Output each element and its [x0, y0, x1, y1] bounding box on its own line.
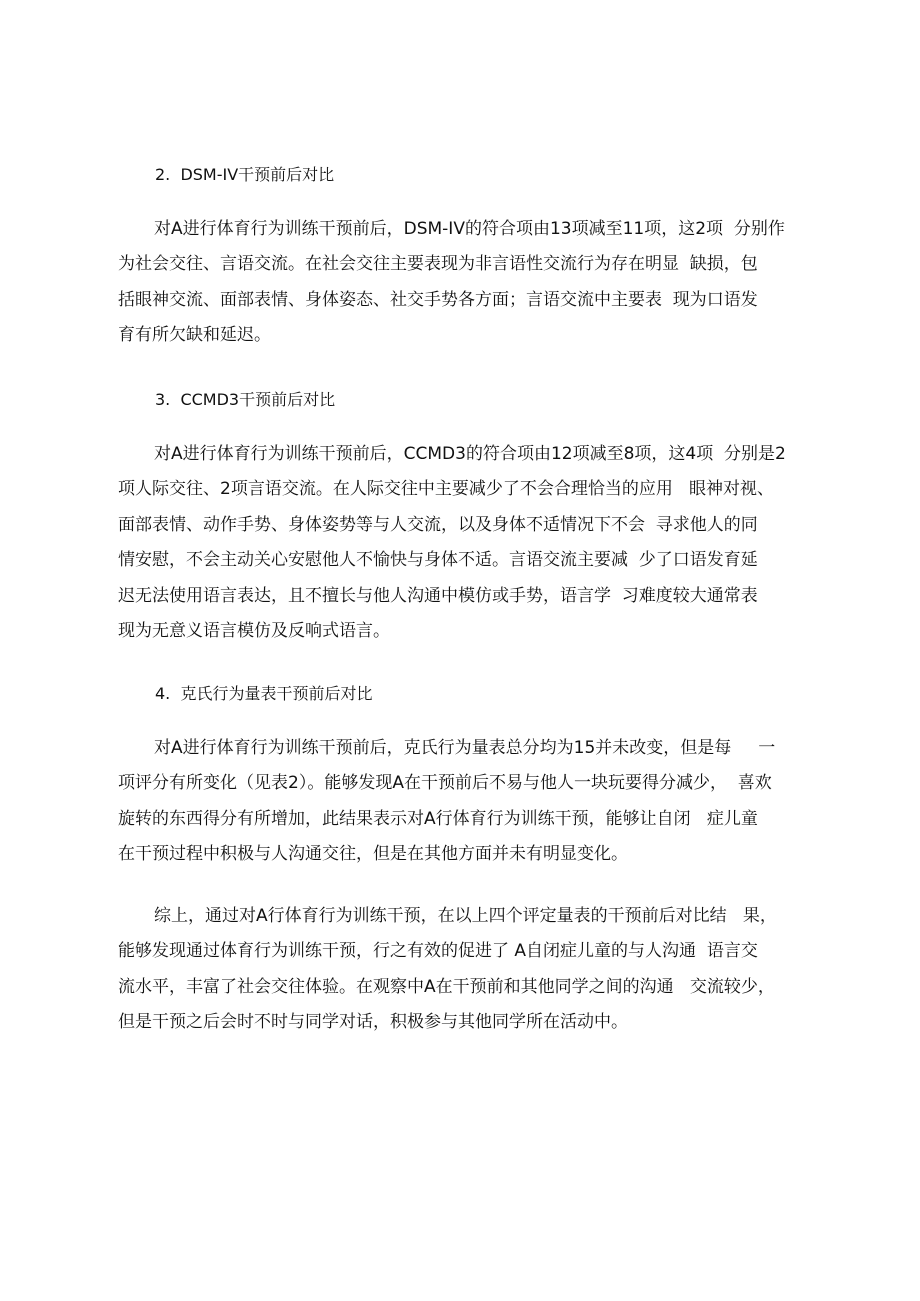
section-paragraph-conners: [118, 731, 818, 873]
paragraph-line: 在干预过程中积极与人沟通交往，但是在其他方面并未有明显变化。: [118, 844, 628, 865]
paragraph-line: 能够发现通过体育行为训练干预，行之有效的促进了 A自闭症儿童的与人沟通 语言交: [118, 941, 758, 962]
section-heading-ccmd3: 3. CCMD3干预前后对比: [155, 390, 336, 409]
paragraph-line: 项人际交往、2项言语交流。在人际交往中主要减少了不会合理恰当的应用 眼神对视、: [118, 479, 775, 500]
section-heading-dsm-iv: 2. DSM-IV干预前后对比: [155, 165, 335, 184]
section-paragraph-dsm-iv: [118, 212, 818, 354]
paragraph-line: 括眼神交流、面部表情、身体姿态、社交手势各方面；言语交流中主要表 现为口语发: [118, 289, 758, 310]
paragraph-line: 育有所欠缺和延迟。: [118, 325, 271, 346]
paragraph-line: 对A进行体育行为训练干预前后，克氏行为量表总分均为15并未改变，但是每 一: [154, 738, 776, 758]
section-paragraph-ccmd3: [118, 437, 818, 649]
paragraph-line: 流水平，丰富了社会交往体验。在观察中A在干预前和其他同学之间的沟通 交流较少，: [118, 976, 775, 997]
paragraph-line: 项评分有所变化（见表2）。能够发现A在干预前后不易与他人一块玩要得分减少， 喜欢: [118, 773, 772, 794]
paragraph-line: 情安慰，不会主动关心安慰他人不愉快与身体不适。言语交流主要减 少了口语发育延: [118, 550, 758, 571]
paragraph-line: 迟无法使用语言表达，且不擅长与他人沟通中模仿或手势，语言学 习难度较大通常表: [118, 585, 758, 606]
paragraph-line: 对A进行体育行为训练干预前后，DSM-IV的符合项由13项减至11项，这2项 分别作: [154, 219, 785, 239]
paragraph-line: 现为无意义语言模仿及反响式语言。: [118, 620, 390, 641]
paragraph-line: 为社会交往、言语交流。在社会交往主要表现为非言语性交流行为存在明显 缺损，包: [118, 254, 758, 275]
paragraph-line: 面部表情、动作手势、身体姿势等与人交流，以及身体不适情况下不会 寻求他人的同: [118, 514, 758, 535]
paragraph-line: 对A进行体育行为训练干预前后，CCMD3的符合项由12项减至8项，这4项 分别是2: [154, 444, 786, 464]
section-heading-conners: 4. 克氏行为量表干预前后对比: [155, 684, 373, 703]
paragraph-line: 旋转的东西得分有所增加，此结果表示对A行体育行为训练干预，能够让自闭 症儿童: [118, 808, 758, 829]
paragraph-line: 综上，通过对A行体育行为训练干预，在以上四个评定量表的干预前后对比结 果，: [154, 906, 777, 926]
conclusion-paragraph: [118, 899, 818, 1041]
paragraph-line: 但是干预之后会时不时与同学对话，积极参与其他同学所在活动中。: [118, 1012, 628, 1033]
